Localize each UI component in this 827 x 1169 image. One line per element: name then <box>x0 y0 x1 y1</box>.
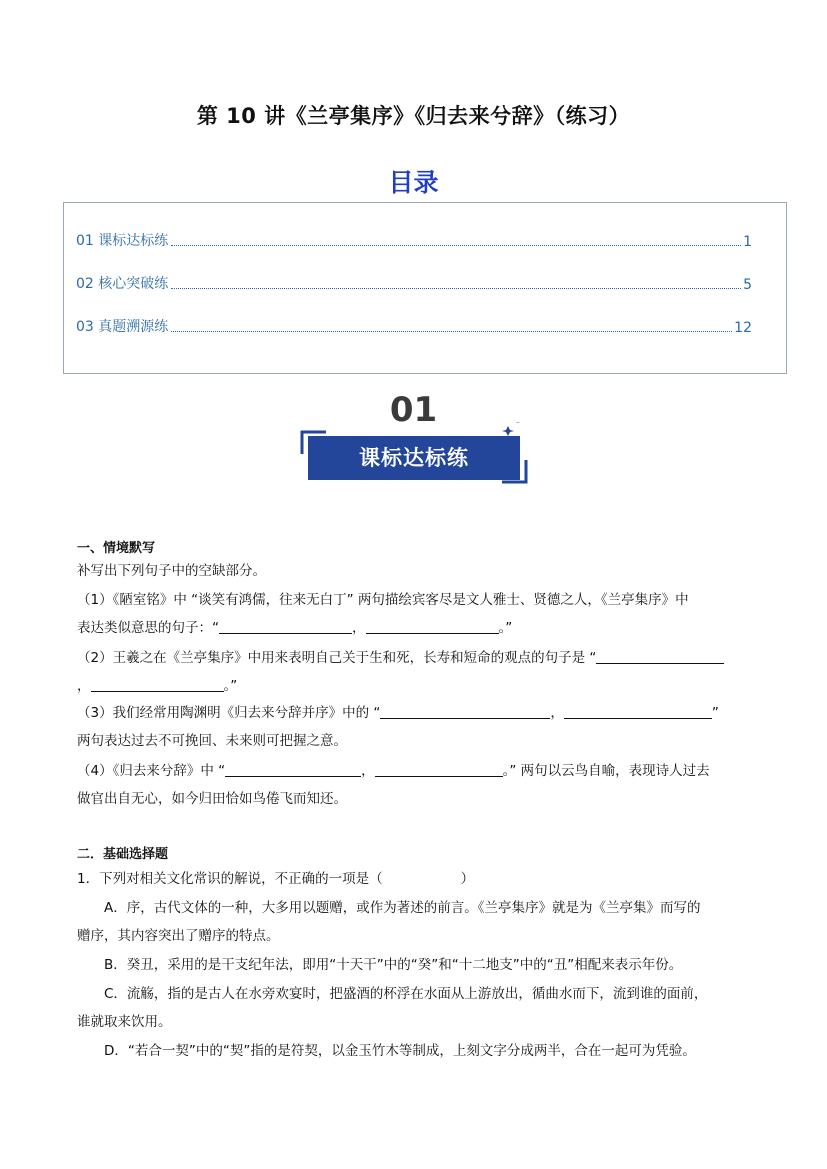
question-2-line-1 <box>77 648 724 668</box>
toc-leader-dots <box>171 331 732 332</box>
toc-leader-dots <box>171 245 741 246</box>
question-text: 。” <box>223 678 238 694</box>
question-text: 1．下列对相关文化常识的解说，不正确的一项是（ <box>77 871 383 887</box>
section-number: 01 <box>389 390 438 430</box>
toc-item-page: 1 <box>743 234 752 250</box>
option-c-continued: 谁就取来饮用。 <box>77 1014 172 1030</box>
question-text: 表达类似意思的句子：“ <box>77 620 219 636</box>
option-a: A．序，古代文体的一种，大多用以题赠，或作为著述的前言。《兰亭集序》就是为《兰亭集》而写的 <box>104 900 701 916</box>
question-4-line-1 <box>77 761 710 781</box>
question-text: 。” <box>498 620 513 636</box>
toc-item-label: 01 课标达标练 <box>76 233 169 249</box>
option-a-continued: 赠序，其内容突出了赠序的特点。 <box>77 928 280 944</box>
page-title: 第 10 讲《兰亭集序》《归去来兮辞》（练习） <box>196 104 631 128</box>
question-text: ” <box>711 705 719 721</box>
toc-item-label: 02 核心突破练 <box>76 276 169 292</box>
question-text: ， <box>352 620 366 636</box>
question-text: ， <box>361 763 375 779</box>
toc-item[interactable] <box>76 316 752 336</box>
toc-item-page: 12 <box>734 320 752 336</box>
question-text: （4）《归去来兮辞》中 “ <box>77 763 226 779</box>
answer-blank[interactable] <box>596 649 724 664</box>
question-2-line-2 <box>77 676 237 696</box>
question-text: ） <box>460 871 475 887</box>
question-text: ， <box>550 705 564 721</box>
answer-blank[interactable] <box>91 677 224 692</box>
question-1-line-1: （1）《陋室铭》中 “谈笑有鸿儒，往来无白丁” 两句描绘宾客尽是文人雅士、贤德之人，《兰亭集序》中 <box>77 592 689 608</box>
question-text: （3）我们经常用陶渊明《归去来兮辞并序》中的 “ <box>77 705 381 721</box>
option-c: C．流觞，指的是古人在水旁欢宴时，把盛酒的杯浮在水面从上游放出，循曲水而下，流到谁的面前， <box>104 986 708 1002</box>
answer-blank[interactable] <box>375 762 503 777</box>
section-heading-choice: 二．基础选择题 <box>77 847 169 862</box>
question-text: 。” 两句以云鸟自喻，表现诗人过去 <box>502 763 710 779</box>
section-heading-fill-in: 一、情境默写 <box>77 541 156 556</box>
question-3-line-2: 两句表达过去不可挽回、未来则可把握之意。 <box>77 733 347 749</box>
answer-blank[interactable] <box>366 619 499 634</box>
question-text: （2）王羲之在《兰亭集序》中用来表明自己关于生和死，长寿和短命的观点的句子是 “ <box>77 650 597 666</box>
question-4-line-2: 做官出自无心，如今归田恰如鸟倦飞而知还。 <box>77 791 347 807</box>
option-b: B．癸丑，采用的是干支纪年法，即用“十天干”中的“癸”和“十二地支”中的“丑”相配来表示年份。 <box>104 957 683 973</box>
answer-blank[interactable] <box>219 619 352 634</box>
table-of-contents <box>63 202 787 374</box>
toc-item-page: 5 <box>743 277 752 293</box>
instruction-text: 补写出下列句子中的空缺部分。 <box>77 563 266 579</box>
toc-item[interactable] <box>76 273 752 293</box>
section-banner: 课标达标练 <box>308 436 520 480</box>
choice-question <box>77 869 474 889</box>
option-d: D．“若合一契”中的“契”指的是符契，以金玉竹木等制成，上刻文字分成两半，合在一起可为凭验。 <box>104 1043 696 1059</box>
question-3-line-1 <box>77 703 719 723</box>
answer-blank[interactable] <box>564 704 712 719</box>
answer-blank[interactable] <box>380 704 550 719</box>
toc-leader-dots <box>171 288 741 289</box>
question-text: ， <box>77 678 91 694</box>
question-1-line-2 <box>77 618 512 638</box>
toc-heading: 目录 <box>388 168 439 197</box>
answer-blank[interactable] <box>225 762 361 777</box>
toc-item-label: 03 真题溯源练 <box>76 319 169 335</box>
toc-item[interactable] <box>76 230 752 250</box>
